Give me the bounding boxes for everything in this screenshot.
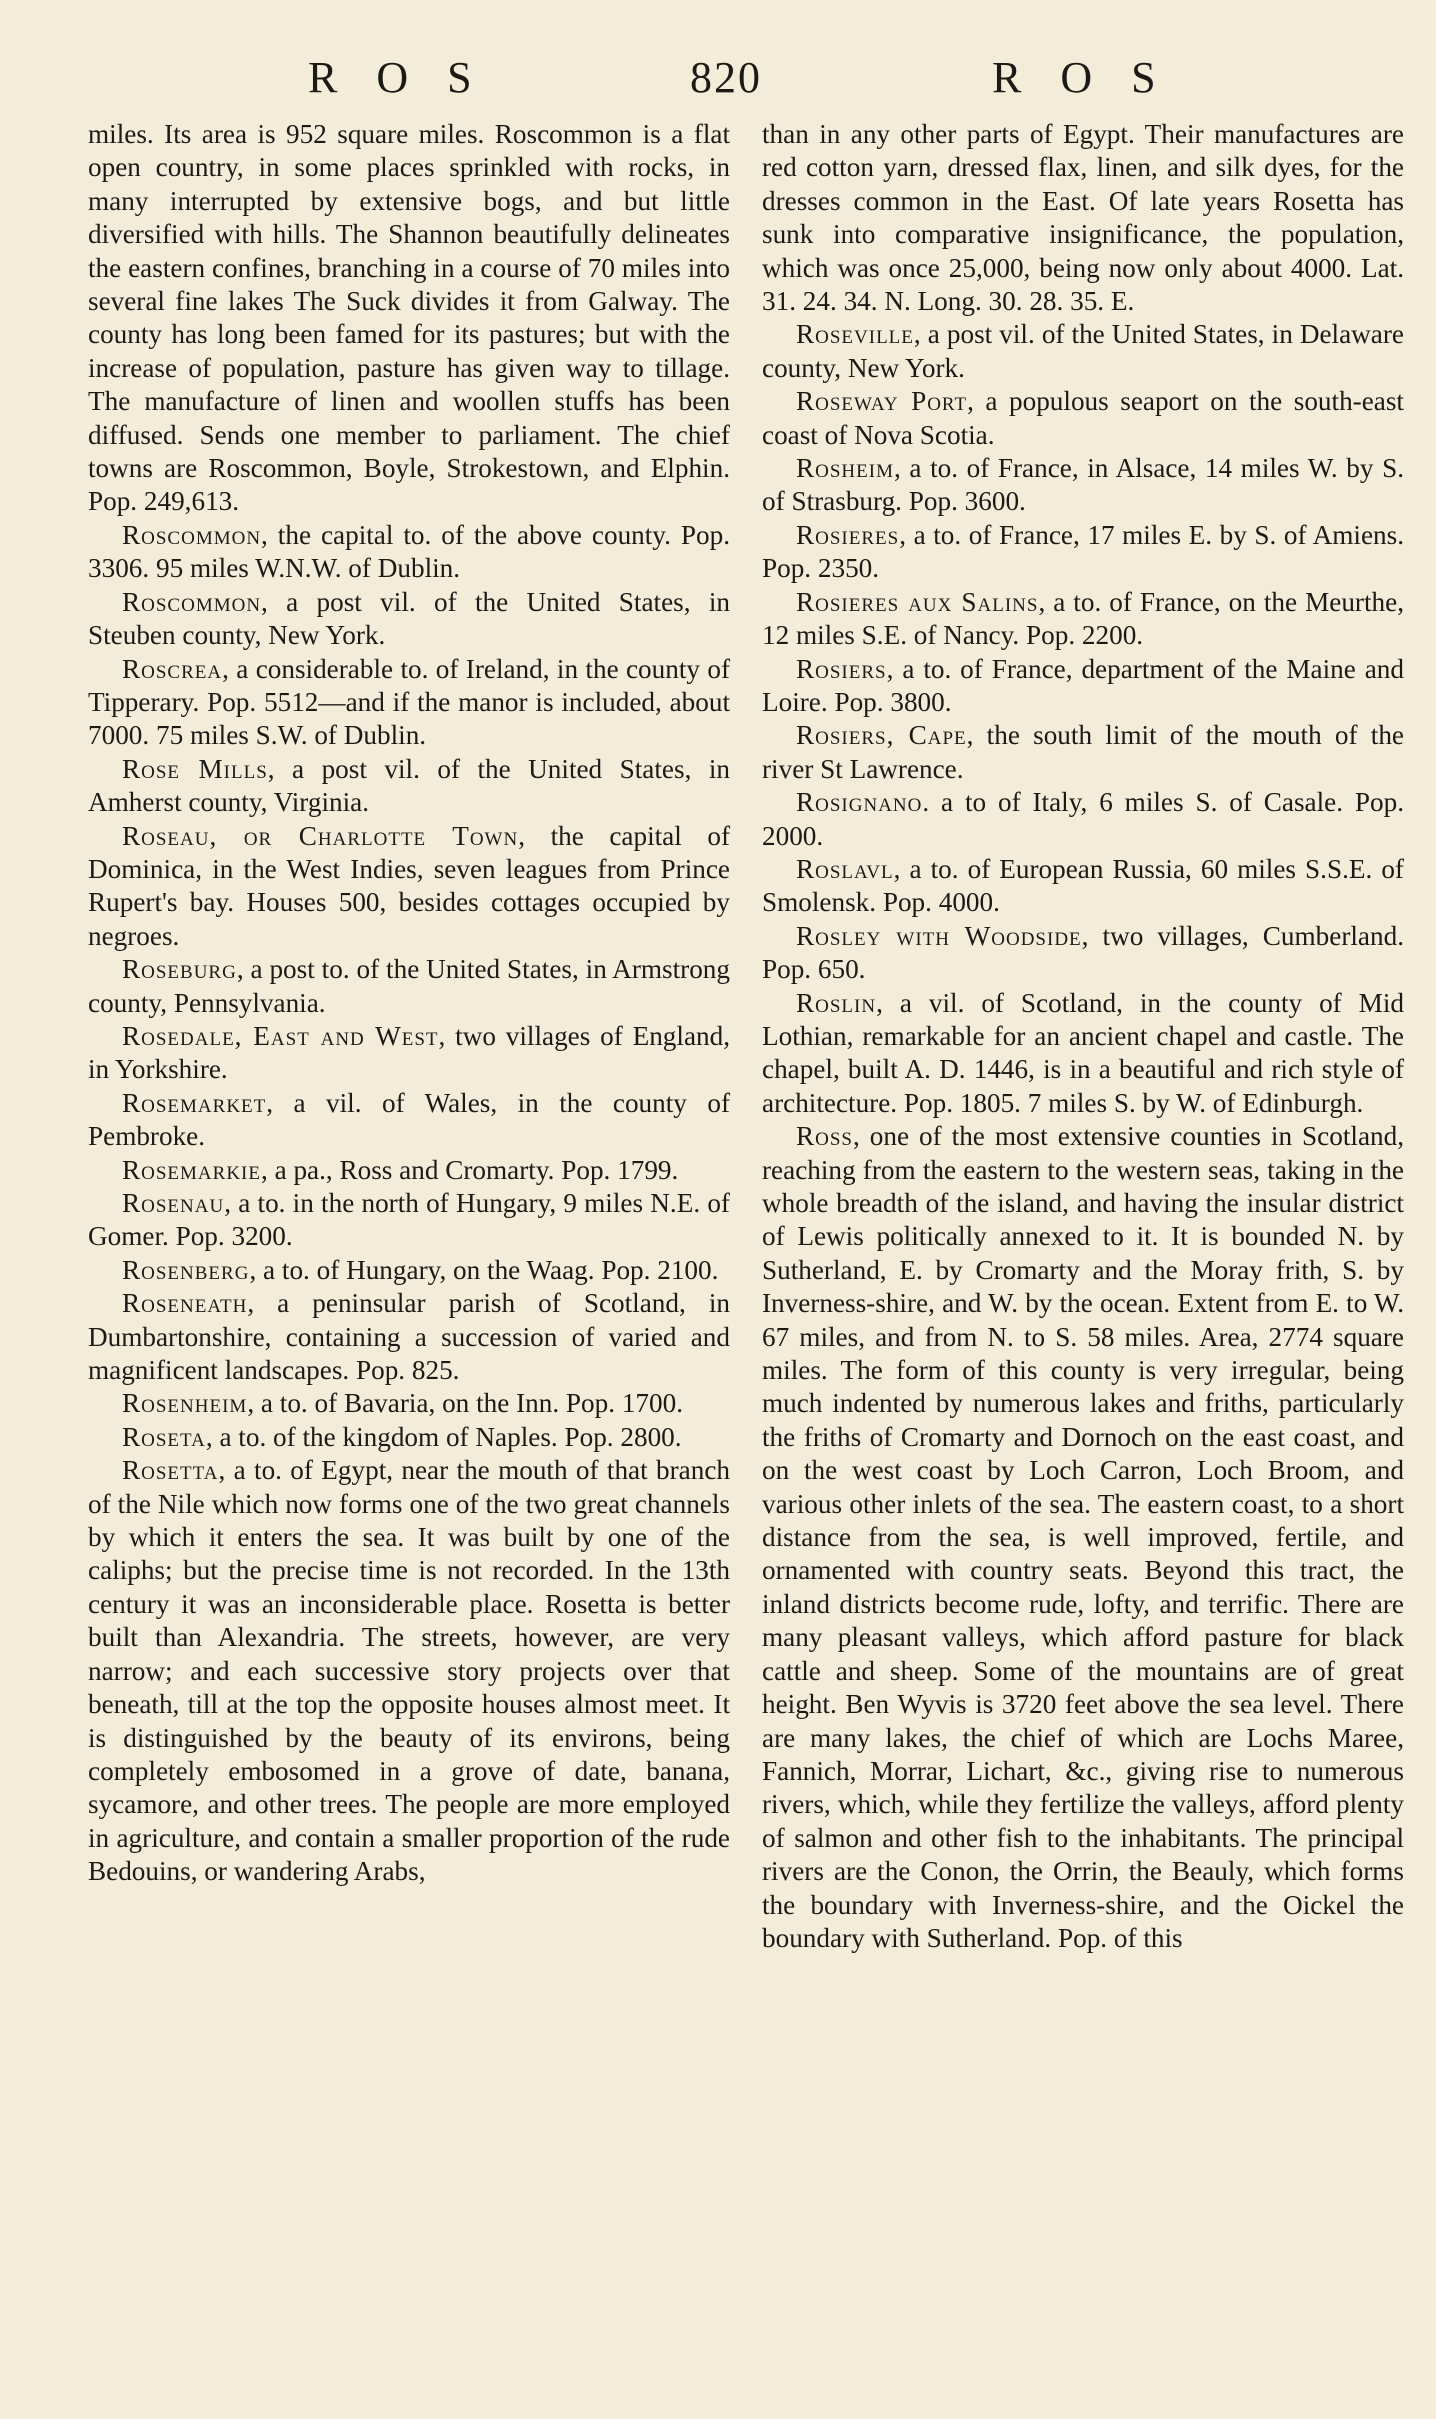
entry-text: , a to. of France, on the Meurthe, 12 miles S.E. of Nancy. Pop. 2200. [762,586,1404,651]
entry-headword: Rosenheim [122,1388,248,1419]
entry-headword: Roseway Port [796,386,968,417]
entry-headword: Rosetta [122,1455,219,1486]
gazetteer-entry [762,452,1404,519]
entry-text: , a to. of the kingdom of Naples. Pop. 2800. [205,1421,682,1452]
entry-headword: Roscrea [122,653,223,684]
entry-headword: Rosieres [796,519,900,550]
entry-text: , a pa., Ross and Cromarty. Pop. 1799. [260,1154,679,1185]
gazetteer-entry [762,385,1404,452]
gazetteer-entry [88,1154,730,1187]
entry-text: , a post vil. of the United States, in Delaware county, New York. [762,319,1404,383]
running-head [0,52,1436,108]
entry-text: , the capital to. of the above county. Pop. 3306. 95 miles W.N.W. of Dublin. [88,519,730,584]
entry-text: , the capital of Dominica, in the West Indies, seven leagues from Prince Rupert's bay. Houses 500, besides cottages occupied by negroes. [88,820,730,951]
gazetteer-entry [762,519,1404,586]
entry-headword: Roseburg [122,954,237,985]
entry-headword: Roslin [796,987,877,1018]
entry-headword: Roseta [122,1421,206,1452]
gazetteer-entry [762,586,1404,653]
entry-text: , two villages, Cumberland. Pop. 650. [762,920,1404,985]
entry-text: , two villages of England, in Yorkshire. [88,1020,730,1085]
gazetteer-entry [88,1454,730,1888]
page-number: 820 [690,53,762,102]
entry-headword: Rosheim [796,453,894,484]
entry-text: , a to. of Hungary, on the Waag. Pop. 2100. [249,1254,719,1285]
gazetteer-entry [88,1187,730,1254]
entry-text: , a post vil. of the United States, in Amherst county, Virginia. [88,753,730,818]
entry-headword: Ross [796,1121,853,1152]
entry-text: , a to. of France, department of the Maine and Loire. Pop. 3800. [762,653,1404,717]
gazetteer-entry [88,820,730,954]
gazetteer-entry [88,1087,730,1154]
entry-headword: Rosignano [796,787,923,818]
entry-headword: Rosiers [796,653,887,684]
entry-text: , a to. of European Russia, 60 miles S.S.E. of Smolensk. Pop. 4000. [762,853,1404,918]
entry-text: , a populous seaport on the south-east coast of Nova Scotia. [762,386,1404,450]
entry-headword: Roscommon [122,519,262,550]
entry-headword: Roseneath [122,1288,248,1319]
entry-text: , the south limit of the mouth of the river St Lawrence. [762,720,1404,784]
entry-text: miles. Its area is 952 square miles. Roscommon is a flat open country, in some places sprinkled with rocks, in many interrupted by extensive bogs, and but little diversified with hills. The Shannon beautifully delineates the eastern confines, branching in a course of 70 miles into several fine lakes The Suck divides it from Galway. The county has long been famed for its pastures; but with the increase of population, pasture has given way to tillage. The manufacture of linen and woollen stuffs has been diffused. Sends one member to parliament. The chief towns are Roscommon, Boyle, Strokestown, and Elphin. Pop. 249,613. [88,119,730,517]
gazetteer-entry [88,1387,730,1420]
entry-headword: Rosiers, Cape [796,720,967,751]
gazetteer-entry [762,853,1404,920]
entry-headword: Rosenberg [122,1254,250,1285]
gazetteer-entry [762,1120,1404,1955]
entry-headword: Rosenau [122,1188,225,1218]
entry-text: than in any other parts of Egypt. Their manufactures are red cotton yarn, dressed flax, linen, and silk dyes, for the dresses common in the East. Of late years Rosetta has sunk into comparative insignificance, the population, which was once 25,000, being now only about 4000. Lat. 31. 24. 34. N. Long. 30. 28. 35. E. [762,119,1404,317]
entry-headword: Roseau, or Charlotte Town [122,820,519,851]
gazetteer-entry [88,1020,730,1087]
gazetteer-entry [88,653,730,753]
entry-headword: Rosemarket [122,1087,267,1118]
entry-text: , a to. of France, 17 miles E. by S. of Amiens. Pop. 2350. [762,519,1404,584]
entry-text: , a vil. of Scotland, in the county of Mid Lothian, remarkable for an ancient chapel and castle. The chapel, built A. D. 1446, is in a beautiful and rich style of architecture. Pop. 1805. 7 miles S. by W. of Edinburgh. [762,987,1404,1118]
entry-text: , a to. of France, in Alsace, 14 miles W. by S. of Strasburg. Pop. 3600. [762,453,1404,517]
gazetteer-entry [762,786,1404,853]
entry-text: , a to. of Egypt, near the mouth of that branch of the Nile which now forms one of the two great channels by which it enters the sea. It was built by one of the caliphs; but the precise time is not recorded. In the 13th century it was an inconsiderable place. Rosetta is better built than Alexandria. The streets, however, are very narrow; and each successive story projects over that beneath, till at the top the opposite houses almost meet. It is distinguished by the beauty of its environs, being completely embosomed in a grove of date, banana, sycamore, and other trees. The people are more employed in agriculture, and contain a smaller proportion of the rude Bedouins, or wandering Arabs, [88,1455,730,1887]
gazetteer-entry [88,118,730,519]
gazetteer-entry [762,318,1404,385]
gazetteer-entry [88,1421,730,1454]
entry-text: , a to. in the north of Hungary, 9 miles N.E. of Gomer. Pop. 3200. [88,1188,730,1252]
gazetteer-entry [762,719,1404,786]
entry-headword: Rosedale, East and West [122,1020,439,1051]
entry-text: , a vil. of Wales, in the county of Pembroke. [88,1087,730,1152]
entry-headword: Roslavl [796,853,894,884]
running-head-left: R O S [308,53,486,102]
gazetteer-entry [762,920,1404,987]
right-column [762,118,1404,1955]
entry-text: , a to. of Bavaria, on the Inn. Pop. 1700. [247,1388,683,1419]
running-head-right: R O S [992,53,1170,102]
entry-text: , a considerable to. of Ireland, in the county of Tipperary. Pop. 5512—and if the manor is included, about 7000. 75 miles S.W. of Dublin. [88,653,730,751]
gazetteer-entry [88,1287,730,1387]
gazetteer-entry [88,519,730,586]
left-column [88,118,730,1889]
gazetteer-entry [762,118,1404,318]
entry-text: , a post vil. of the United States, in Steuben county, New York. [88,586,730,651]
entry-headword: Rosley with Woodside [796,920,1082,951]
entry-headword: Rose Mills [122,753,268,784]
gazetteer-entry [88,953,730,1020]
entry-text: , a post to. of the United States, in Armstrong county, Pennsylvania. [88,954,730,1018]
entry-headword: Roscommon [122,586,262,617]
gazetteer-entry [88,1254,730,1287]
entry-headword: Roseville [796,319,914,350]
entry-headword: Rosieres aux Salins [796,586,1039,617]
gazetteer-entry [762,653,1404,720]
entry-text: , one of the most extensive counties in Scotland, reaching from the eastern to the western seas, taking in the whole breadth of the island, and having the insular district of Lewis politically annexed to it. It is bounded N. by Sutherland, E. by Cromarty and the Moray frith, S. by Inverness-shire, and W. by the ocean. Extent from E. to W. 67 miles, and from N. to S. 58 miles. Area, 2774 square miles. The form of this county is very irregular, being much indented by numerous lakes and friths, particularly the friths of Cromarty and Dornoch on the east coast, and on the west coast by Loch Carron, Loch Broom, and various other inlets of the sea. The eastern coast, to a short distance from the sea, is well improved, fertile, and ornamented with country seats. Beyond this tract, the inland districts become rude, lofty, and terrific. There are many pleasant valleys, which afford pasture for black cattle and sheep. Some of the mountains are of great height. Ben Wyvis is 3720 feet above the sea level. There are many lakes, the chief of which are Lochs Maree, Fannich, Morrar, Lichart, &c., giving rise to numerous rivers, which, while they fertilize the valleys, afford plenty of salmon and other fish to the inhabitants. The principal rivers are the Conon, the Orrin, the Beauly, which forms the boundary with Inverness-shire, and the Oickel the boundary with Sutherland. Pop. of this [762,1121,1404,1953]
entry-text: . a to of Italy, 6 miles S. of Casale. Pop. 2000. [762,787,1404,851]
entry-headword: Rosemarkie [122,1154,261,1185]
entry-text: , a peninsular parish of Scotland, in Dumbartonshire, containing a succession of varied and magnificent landscapes. Pop. 825. [88,1288,730,1386]
gazetteer-entry [88,586,730,653]
gazetteer-entry [762,987,1404,1121]
gazetteer-entry [88,753,730,820]
